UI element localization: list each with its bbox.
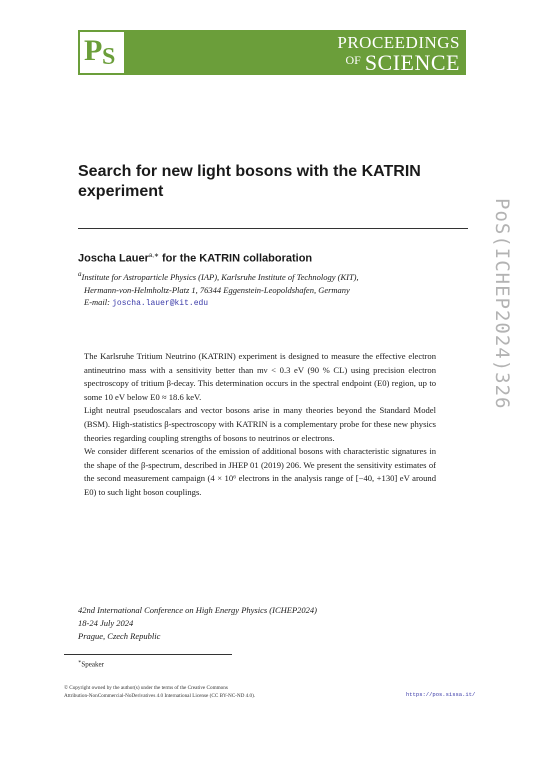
author-name: Joscha Lauer xyxy=(78,252,149,265)
copyright-line-1: © Copyright owned by the author(s) under the terms of the Creative Commons xyxy=(64,685,228,691)
email-line xyxy=(84,297,208,308)
logo-letter-s: S xyxy=(102,44,116,70)
affiliation-line-1: Institute for Astroparticle Physics (IAP), Karlsruhe Institute of Technology (KIT), xyxy=(81,271,359,282)
of-science-wordmark xyxy=(345,50,460,76)
proceedings-wordmark: PROCEEDINGS xyxy=(337,33,460,52)
logo-letter-p: P xyxy=(84,34,103,67)
footnote-divider xyxy=(64,654,232,655)
conference-dates: 18-24 July 2024 xyxy=(78,618,134,628)
of-word: OF xyxy=(345,53,361,67)
author-line xyxy=(78,252,312,265)
conference-info xyxy=(78,604,317,643)
abstract xyxy=(84,350,436,500)
author-marks: a,∗ xyxy=(148,253,159,259)
side-identifier-text: PoS(ICHEP2024)326 xyxy=(491,198,513,410)
footnote-mark: ∗ xyxy=(78,660,82,665)
copyright-notice xyxy=(64,685,255,700)
email-link[interactable]: joscha.lauer@kit.edu xyxy=(112,299,209,308)
abstract-paragraph-2: Light neutral pseudoscalars and vector bosons arise in many theories beyond the Standard Model (BSM). High-statistics β-spectroscopy with KATRIN is a complementary probe for these new physics theories regarding coupling strengths of bosons to neutrinos or electrons. xyxy=(84,405,436,443)
pos-banner xyxy=(78,30,466,75)
conference-name: 42nd International Conference on High Energy Physics (ICHEP2024) xyxy=(78,605,317,615)
pos-logo xyxy=(78,30,126,75)
affiliation-line-2: Hermann-von-Helmholtz-Platz 1, 76344 Eggenstein-Leopoldshafen, Germany xyxy=(84,284,350,295)
footnote-text: Speaker xyxy=(81,660,104,669)
title-divider xyxy=(78,228,468,229)
footnote xyxy=(78,659,104,668)
collaboration: for the KATRIN collaboration xyxy=(158,252,313,265)
email-label: E-mail: xyxy=(84,297,110,307)
affiliation-mark: a xyxy=(78,270,82,278)
copyright-line-2: Attribution-NonCommercial-NoDerivatives 4.0 International License (CC BY-NC-ND 4.0). xyxy=(64,692,256,699)
affiliation xyxy=(78,268,468,297)
science-word: SCIENCE xyxy=(364,50,460,75)
pos-site-link[interactable]: https://pos.sissa.it/ xyxy=(406,691,476,698)
side-identifier xyxy=(489,198,515,488)
abstract-paragraph-1: The Karlsruhe Tritium Neutrino (KATRIN) experiment is designed to measure the effective electron antineutrino mass with a sensitivity better than mν < 0.3 eV (90 % CL) using precision electron spectroscopy of tritium β-decay. This determination occurs in the spectral endpoint (E0) region, up to some 10 eV below E0 ≈ 18.6 keV. xyxy=(84,351,436,402)
abstract-paragraph-3: We consider different scenarios of the emission of additional bosons with characteristic signatures in the shape of the β-spectrum, described in JHEP 01 (2019) 206. We present the sensitivity estimates of the second measurement campaign (4 × 10⁶ electrons in the analysis range of [−40, +130] eV around E0) to such light boson couplings. xyxy=(84,446,436,497)
conference-place: Prague, Czech Republic xyxy=(78,631,161,641)
paper-title: Search for new light bosons with the KATRIN experiment xyxy=(78,163,421,200)
